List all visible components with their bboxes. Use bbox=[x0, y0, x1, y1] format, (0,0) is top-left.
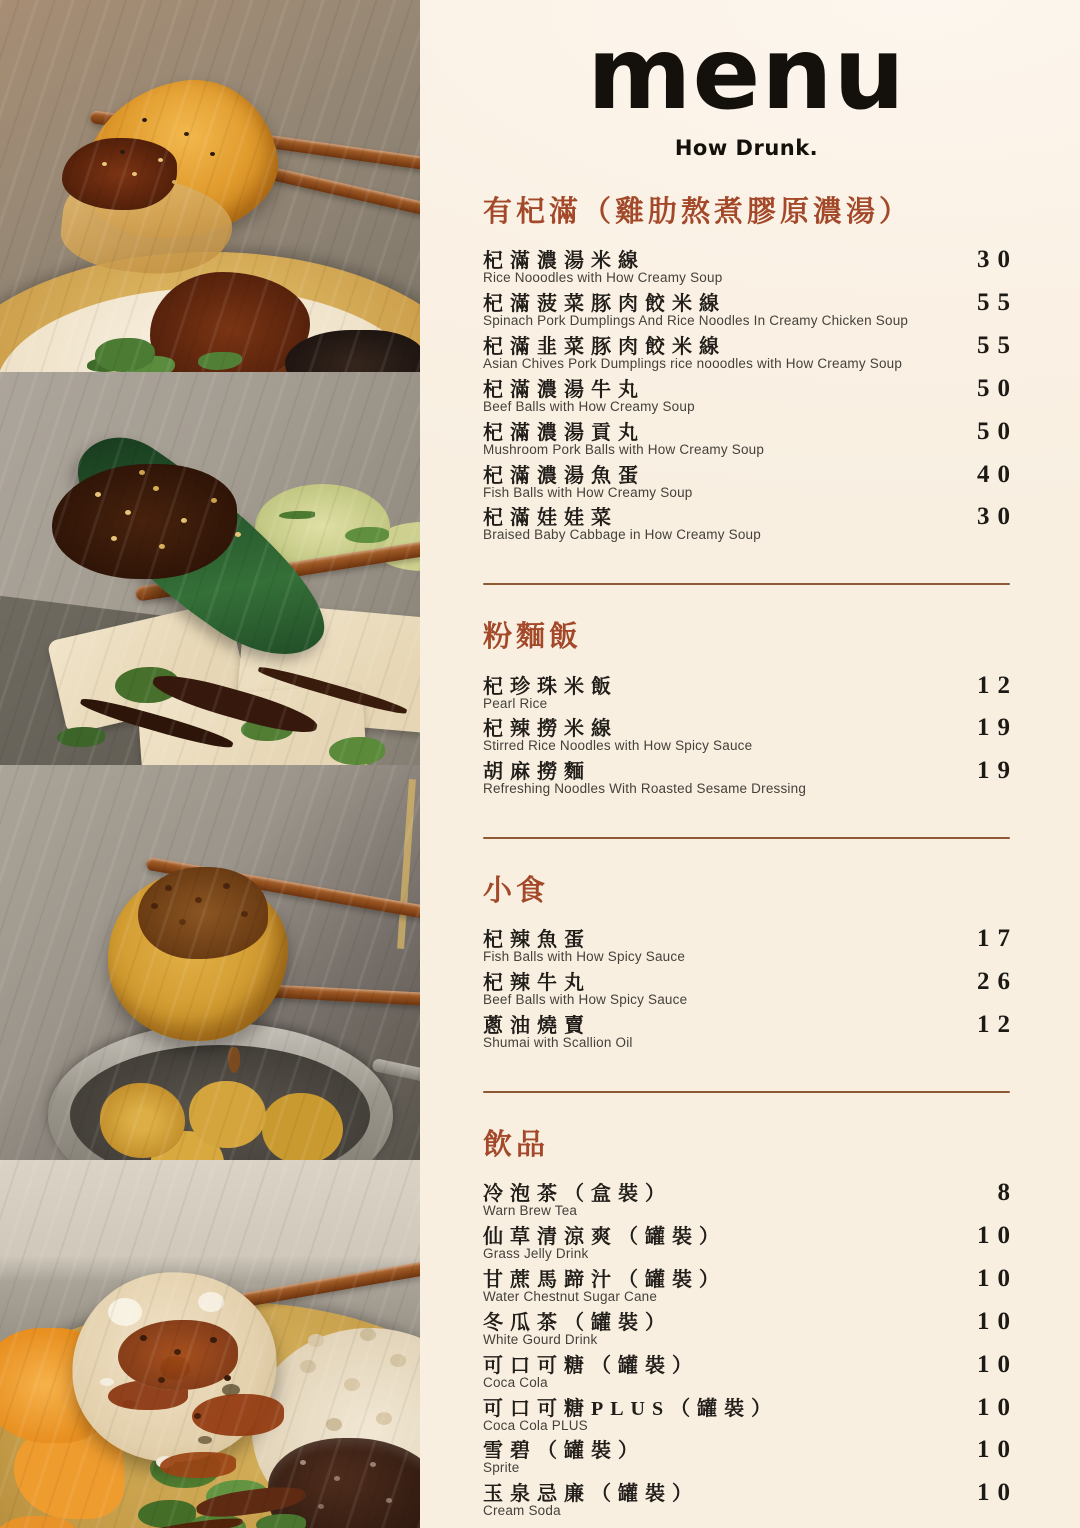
dish-description: Sprite bbox=[483, 1460, 520, 1476]
dish-name: 杞辣魚蛋 bbox=[483, 929, 591, 952]
dish-name: 胡麻撈麵 bbox=[483, 761, 591, 784]
menu-panel bbox=[420, 0, 1080, 1528]
menu-item bbox=[483, 460, 1018, 501]
dish-price: 30 bbox=[977, 246, 1018, 274]
dish-description: Water Chestnut Sugar Cane bbox=[483, 1289, 658, 1305]
dish-description: Fish Balls with How Spicy Sauce bbox=[483, 949, 686, 965]
jelly-highlights bbox=[300, 1460, 306, 1465]
dish-description: Beef Balls with How Creamy Soup bbox=[483, 398, 695, 414]
section-items bbox=[483, 925, 1018, 1051]
section-heading: 小食 bbox=[483, 875, 550, 908]
photo-lotus-root bbox=[0, 1160, 420, 1528]
photo-dumpling bbox=[0, 0, 420, 372]
dish-name: 冬瓜茶（罐裝） bbox=[483, 1311, 672, 1334]
dish-price: 19 bbox=[977, 757, 1018, 785]
dish-price: 30 bbox=[977, 503, 1018, 531]
section-items bbox=[483, 1179, 1018, 1519]
menu-item-row bbox=[483, 417, 1018, 445]
chili-crisp bbox=[118, 1320, 238, 1390]
menu-item bbox=[483, 671, 1018, 712]
menu-item bbox=[483, 1393, 1018, 1434]
menu-item bbox=[483, 1265, 1018, 1305]
dish-description: Stirred Rice Noodles with How Spicy Sauce bbox=[483, 738, 753, 754]
menu-item bbox=[483, 1307, 1018, 1348]
menu-item bbox=[483, 1011, 1018, 1051]
dish-description: Braised Baby Cabbage in How Creamy Soup bbox=[483, 527, 761, 543]
dish-price: 10 bbox=[977, 1265, 1018, 1293]
menu-item bbox=[483, 1479, 1018, 1519]
section-divider bbox=[483, 583, 1010, 585]
sesame-seeds bbox=[95, 492, 101, 497]
section-divider bbox=[483, 837, 1010, 839]
dish-name: 杞辣撈米線 bbox=[483, 718, 618, 741]
dish-name: 杞滿娃娃菜 bbox=[483, 507, 618, 530]
dish-description: Coca Cola bbox=[483, 1374, 548, 1390]
dish-description: Asian Chives Pork Dumplings rice nooodles with How Creamy Soup bbox=[483, 356, 903, 372]
dish-description: Coca Cola PLUS bbox=[483, 1417, 588, 1433]
dish-description: Rice Nooodles with How Creamy Soup bbox=[483, 270, 723, 286]
rice-cake-texture bbox=[300, 1360, 316, 1373]
dish-name: 杞珍珠米飯 bbox=[483, 675, 618, 698]
dish-price: 40 bbox=[977, 460, 1018, 488]
dish-description: White Gourd Drink bbox=[483, 1331, 598, 1347]
page-title: menu bbox=[587, 15, 906, 132]
dish-description: Beef Balls with How Spicy Sauce bbox=[483, 992, 688, 1008]
dish-price: 55 bbox=[977, 289, 1018, 317]
brand-subtitle: How Drunk. bbox=[674, 136, 819, 160]
dish-price: 10 bbox=[977, 1222, 1018, 1250]
dish-name: 可口可糖PLUS（罐裝） bbox=[483, 1397, 779, 1420]
dish-name: 杞滿濃湯貢丸 bbox=[483, 421, 645, 444]
menu-item-row bbox=[483, 1350, 1018, 1378]
menu-item-row bbox=[483, 671, 1018, 699]
menu-item-row bbox=[483, 1393, 1018, 1421]
dish-price: 50 bbox=[977, 417, 1018, 445]
dish-name: 蔥油燒賣 bbox=[483, 1015, 591, 1038]
menu-item bbox=[483, 757, 1018, 797]
chili-bits bbox=[140, 1335, 147, 1341]
brand-header bbox=[483, 0, 1010, 160]
shumai-in-pot bbox=[100, 1083, 185, 1158]
menu-item-row bbox=[483, 374, 1018, 402]
dish-description: Warn Brew Tea bbox=[483, 1203, 578, 1219]
dish-price: 55 bbox=[977, 332, 1018, 360]
sauce-drip bbox=[228, 1047, 240, 1073]
dish-price: 10 bbox=[977, 1350, 1018, 1378]
dish-price: 19 bbox=[977, 714, 1018, 742]
dish-name: 仙草清涼爽（罐裝） bbox=[483, 1226, 726, 1249]
section-items bbox=[483, 671, 1018, 798]
section-heading: 粉麵飯 bbox=[483, 621, 583, 654]
dish-name: 冷泡茶（盒裝） bbox=[483, 1183, 672, 1206]
dish-name: 可口可糖（罐裝） bbox=[483, 1354, 699, 1377]
menu-section bbox=[483, 621, 1018, 797]
menu-item bbox=[483, 1350, 1018, 1391]
dish-description: Cream Soda bbox=[483, 1503, 561, 1519]
menu-section bbox=[483, 875, 1018, 1051]
dish-name: 杞滿濃湯魚蛋 bbox=[483, 464, 645, 487]
photo-shumai bbox=[0, 765, 420, 1160]
menu-item-row bbox=[483, 1479, 1018, 1507]
dish-name: 杞滿韭菜豚肉餃米線 bbox=[483, 336, 726, 359]
dish-description: Pearl Rice bbox=[483, 695, 548, 711]
dish-price: 50 bbox=[977, 374, 1018, 402]
menu-item-row bbox=[483, 460, 1018, 488]
menu-item-row bbox=[483, 1436, 1018, 1464]
dish-description: Spinach Pork Dumplings And Rice Noodles In Creamy Chicken Soup bbox=[483, 313, 909, 329]
menu-item bbox=[483, 332, 1018, 372]
dish-description: Grass Jelly Drink bbox=[483, 1246, 589, 1262]
dish-price: 8 bbox=[997, 1179, 1018, 1207]
menu-item bbox=[483, 968, 1018, 1008]
dish-price: 12 bbox=[977, 671, 1018, 699]
dish-price: 12 bbox=[977, 1011, 1018, 1039]
menu-item bbox=[483, 1436, 1018, 1476]
menu-item bbox=[483, 1222, 1018, 1262]
lotus-holes-light bbox=[108, 1298, 142, 1326]
dish-name: 杞滿濃湯牛丸 bbox=[483, 378, 645, 401]
menu-item bbox=[483, 417, 1018, 458]
menu-item bbox=[483, 925, 1018, 965]
chili-topping bbox=[62, 138, 177, 210]
photo-column bbox=[0, 0, 420, 1528]
gold-fixture bbox=[397, 779, 416, 949]
menu-section bbox=[483, 1129, 1018, 1519]
section-heading: 有杞滿（雞肋熬煮膠原濃湯） bbox=[483, 196, 913, 228]
dish-price: 17 bbox=[977, 925, 1018, 953]
dish-price: 10 bbox=[977, 1307, 1018, 1335]
dark-jelly bbox=[268, 1438, 420, 1528]
photo-cucumber bbox=[0, 372, 420, 765]
filling-bits bbox=[165, 885, 172, 891]
dish-name: 杞滿菠菜豚肉餃米線 bbox=[483, 293, 726, 316]
dish-name: 雪碧（罐裝） bbox=[483, 1440, 645, 1463]
menu-item bbox=[483, 374, 1018, 415]
dish-name: 杞辣牛丸 bbox=[483, 972, 591, 995]
dish-price: 10 bbox=[977, 1393, 1018, 1421]
menu-item bbox=[483, 246, 1018, 286]
dish-description: Refreshing Noodles With Roasted Sesame Dressing bbox=[483, 781, 807, 797]
menu-item-row bbox=[483, 1307, 1018, 1335]
dish-description: Mushroom Pork Balls with How Creamy Soup bbox=[483, 441, 765, 457]
menu-sections bbox=[483, 196, 1018, 1519]
sesame-seeds bbox=[120, 150, 125, 154]
menu-item bbox=[483, 1179, 1018, 1219]
section-divider bbox=[483, 1091, 1010, 1093]
dish-price: 10 bbox=[977, 1436, 1018, 1464]
dish-description: Shumai with Scallion Oil bbox=[483, 1035, 633, 1051]
menu-item bbox=[483, 714, 1018, 754]
chili-topping bbox=[52, 464, 237, 579]
dish-name: 玉泉忌廉（罐裝） bbox=[483, 1483, 699, 1506]
menu-item bbox=[483, 289, 1018, 329]
menu-item bbox=[483, 503, 1018, 543]
menu-section bbox=[483, 196, 1018, 543]
dish-price: 26 bbox=[977, 968, 1018, 996]
section-heading: 飲品 bbox=[483, 1129, 550, 1161]
dish-description: Fish Balls with How Creamy Soup bbox=[483, 484, 693, 500]
section-items bbox=[483, 246, 1018, 543]
shumai-filling bbox=[138, 867, 268, 959]
dish-price: 10 bbox=[977, 1479, 1018, 1507]
dish-name: 杞滿濃湯米線 bbox=[483, 250, 645, 273]
dish-name: 甘蔗馬蹄汁（罐裝） bbox=[483, 1269, 726, 1292]
